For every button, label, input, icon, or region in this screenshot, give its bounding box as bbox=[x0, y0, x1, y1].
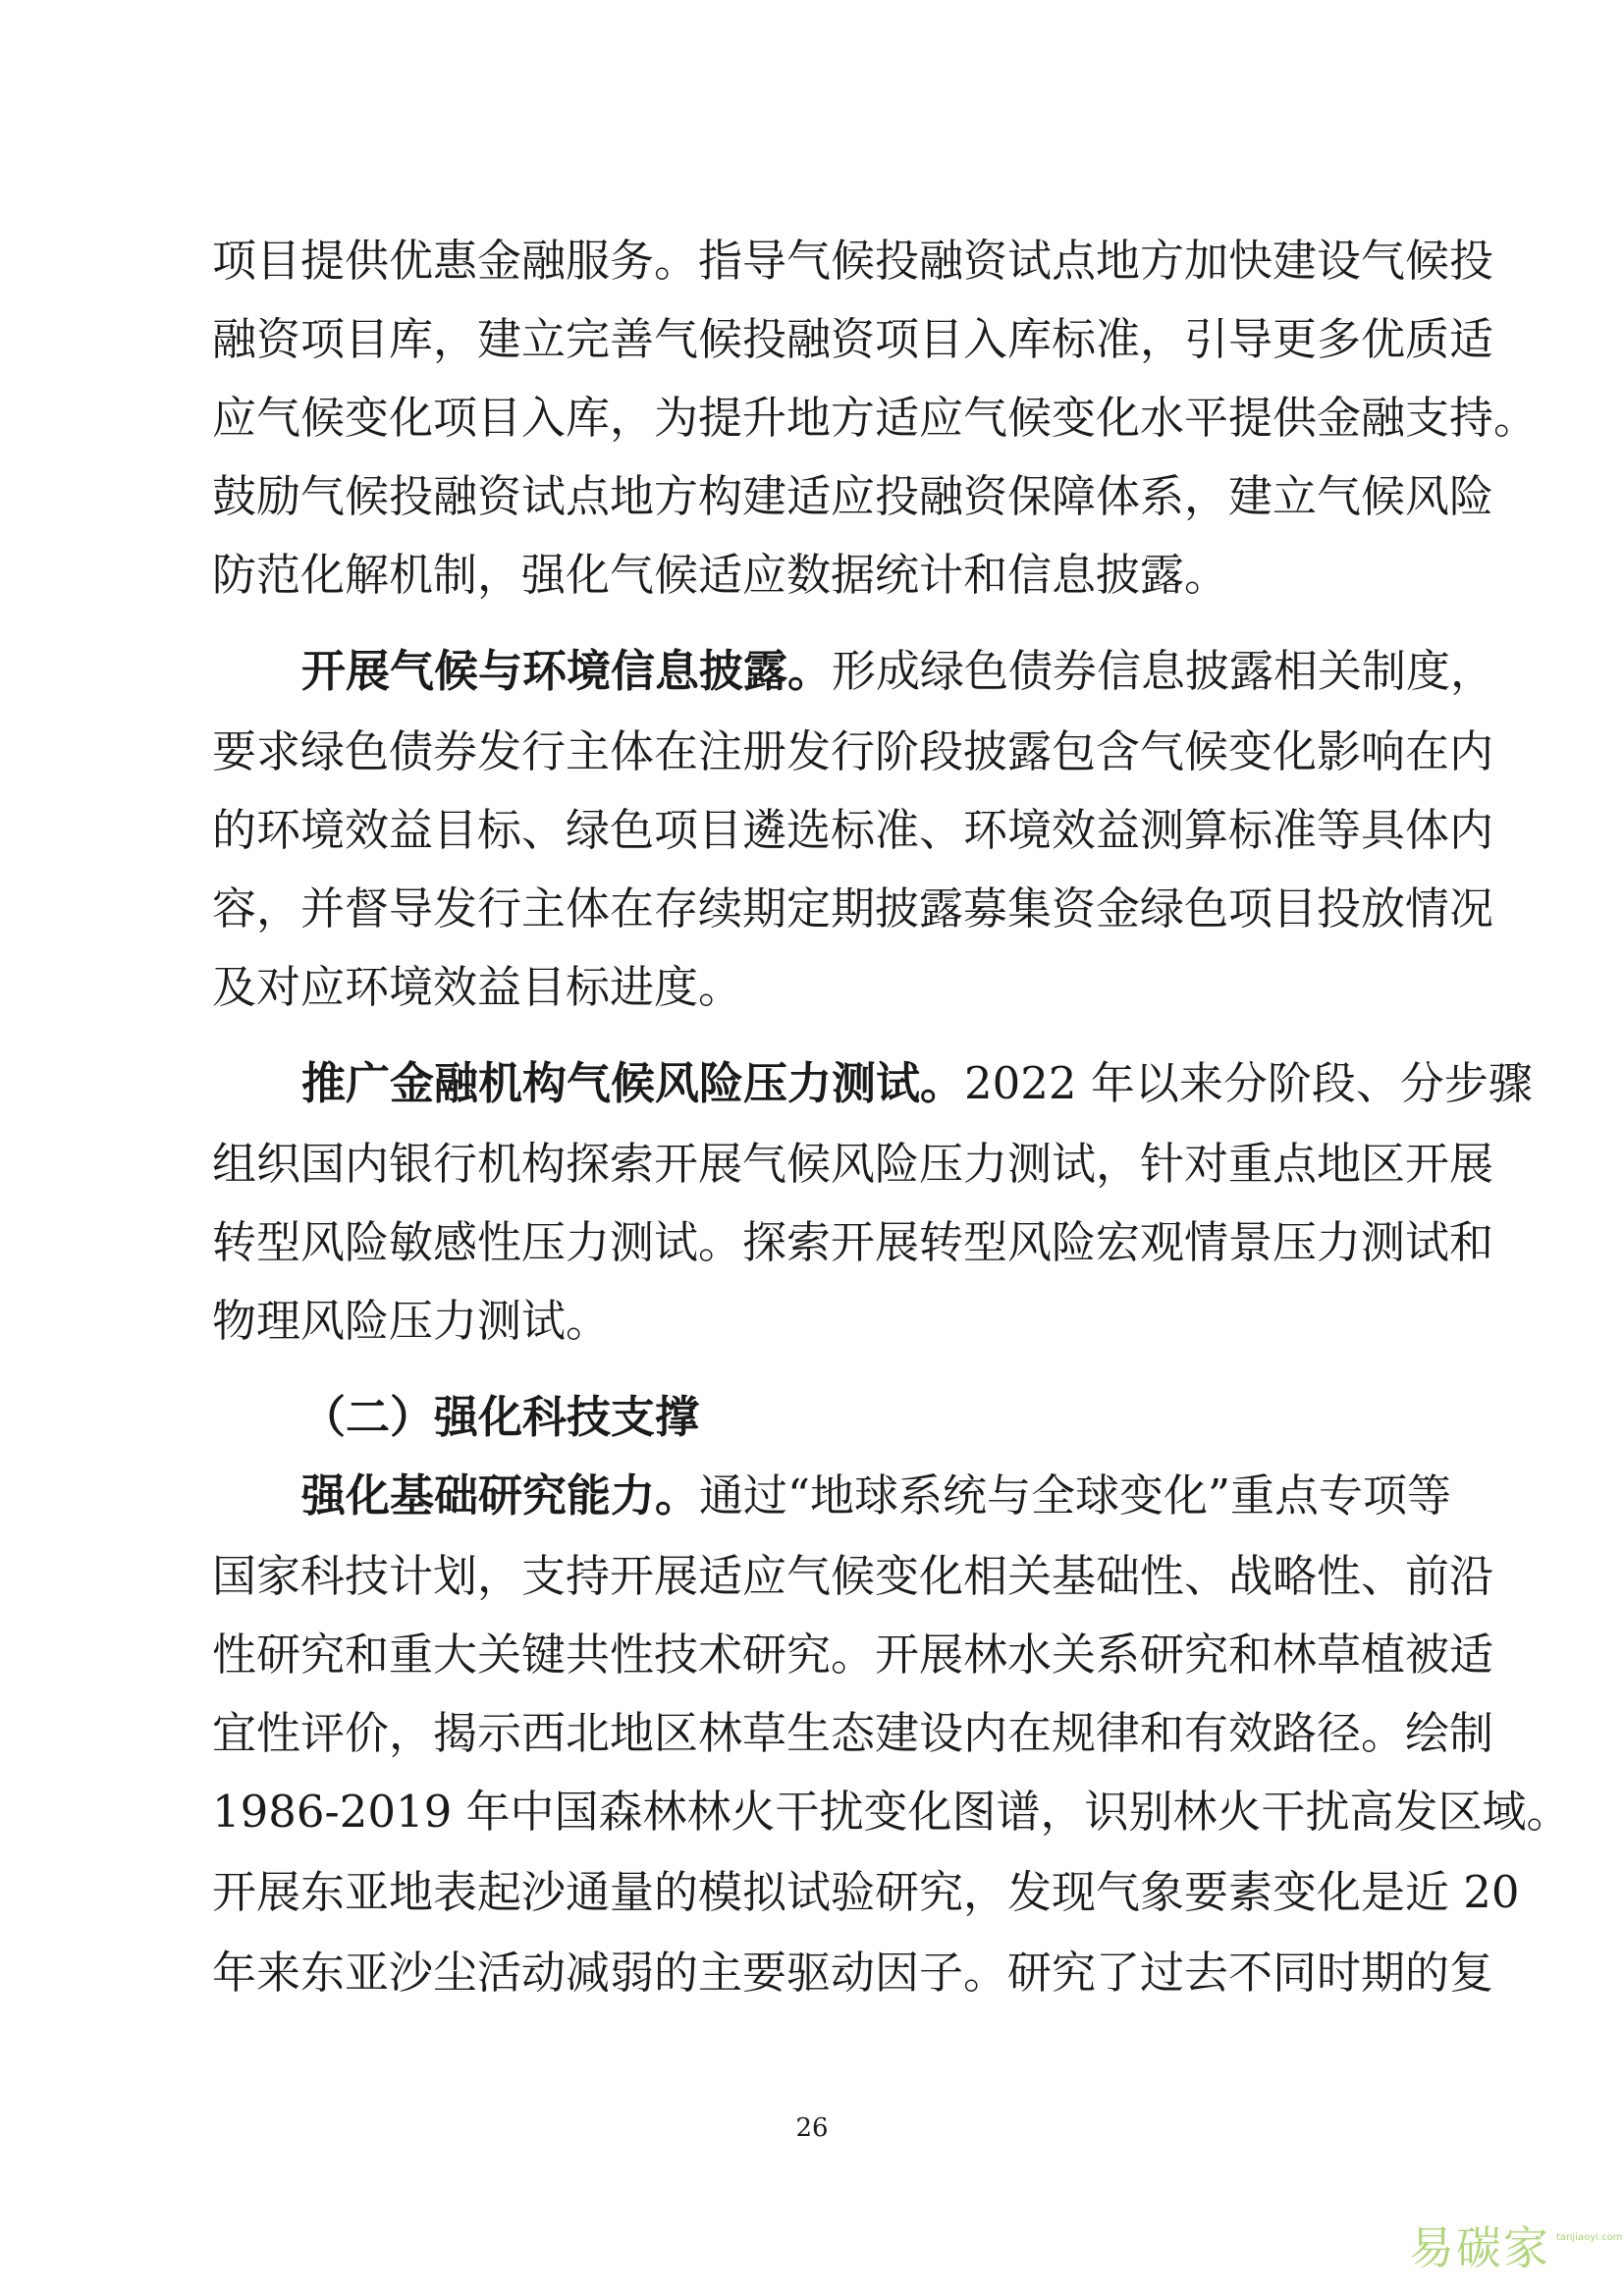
text-line: 应气候变化项目入库，为提升地方适应气候变化水平提供金融支持。 bbox=[212, 392, 1539, 444]
text-line: 宜性评价，揭示西北地区林草生态建设内在规律和有效路径。绘制 bbox=[212, 1707, 1494, 1759]
text-line: 防范化解机制，强化气候适应数据统计和信息披露。 bbox=[212, 549, 1229, 601]
text-line: 年来东亚沙尘活动减弱的主要驱动因子。研究了过去不同时期的复 bbox=[212, 1947, 1494, 1999]
text-line: 要求绿色债券发行主体在注册发行阶段披露包含气候变化影响在内 bbox=[212, 725, 1494, 777]
text-line: 的环境效益目标、绿色项目遴选标准、环境效益测算标准等具体内 bbox=[212, 804, 1494, 856]
paragraph-first-line: 推广金融机构气候风险压力测试。2022 年以来分阶段、分步骤 bbox=[301, 1057, 1533, 1109]
section-heading: （二）强化科技支撑 bbox=[301, 1391, 700, 1443]
text-line: 转型风险敏感性压力测试。探索开展转型风险宏观情景压力测试和 bbox=[212, 1216, 1494, 1268]
text-line: 国家科技计划，支持开展适应气候变化相关基础性、战略性、前沿 bbox=[212, 1550, 1494, 1602]
text-line: 项目提供优惠金融服务。指导气候投融资试点地方加快建设气候投 bbox=[212, 235, 1494, 287]
text-line: 容，并督导发行主体在存续期定期披露募集资金绿色项目投放情况 bbox=[212, 882, 1494, 934]
watermark-url: tanjiaoyi.com bbox=[1556, 2232, 1623, 2243]
text-line: 及对应环境效益目标进度。 bbox=[212, 961, 743, 1013]
paragraph-heading: 强化基础研究能力。 bbox=[301, 1469, 700, 1522]
text-line: 融资项目库，建立完善气候投融资项目入库标准，引导更多优质适 bbox=[212, 313, 1494, 365]
text-line: 物理风险压力测试。 bbox=[212, 1295, 611, 1347]
text-line: 开展东亚地表起沙通量的模拟试验研究，发现气象要素变化是近 20 bbox=[212, 1866, 1520, 1918]
text-line: 1986-2019 年中国森林林火干扰变化图谱，识别林火干扰高发区域。 bbox=[212, 1786, 1571, 1838]
page-number: 26 bbox=[795, 2113, 829, 2143]
text-line: 鼓励气候投融资试点地方构建适应投融资保障体系，建立气候风险 bbox=[212, 470, 1494, 522]
paragraph-heading: 开展气候与环境信息披露。 bbox=[301, 645, 833, 697]
paragraph-heading: 推广金融机构气候风险压力测试。 bbox=[301, 1057, 965, 1109]
paragraph-first-line: 开展气候与环境信息披露。形成绿色债券信息披露相关制度， bbox=[301, 645, 1495, 697]
paragraph-first-line: 强化基础研究能力。通过“地球系统与全球变化”重点专项等 bbox=[301, 1469, 1452, 1522]
watermark-text: 易碳家 bbox=[1409, 2221, 1550, 2274]
text-line: 性研究和重大关键共性技术研究。开展林水关系研究和林草植被适 bbox=[212, 1629, 1494, 1681]
text-line: 组织国内银行机构探索开展气候风险压力测试，针对重点地区开展 bbox=[212, 1138, 1494, 1190]
watermark-logo bbox=[1409, 2216, 1623, 2279]
